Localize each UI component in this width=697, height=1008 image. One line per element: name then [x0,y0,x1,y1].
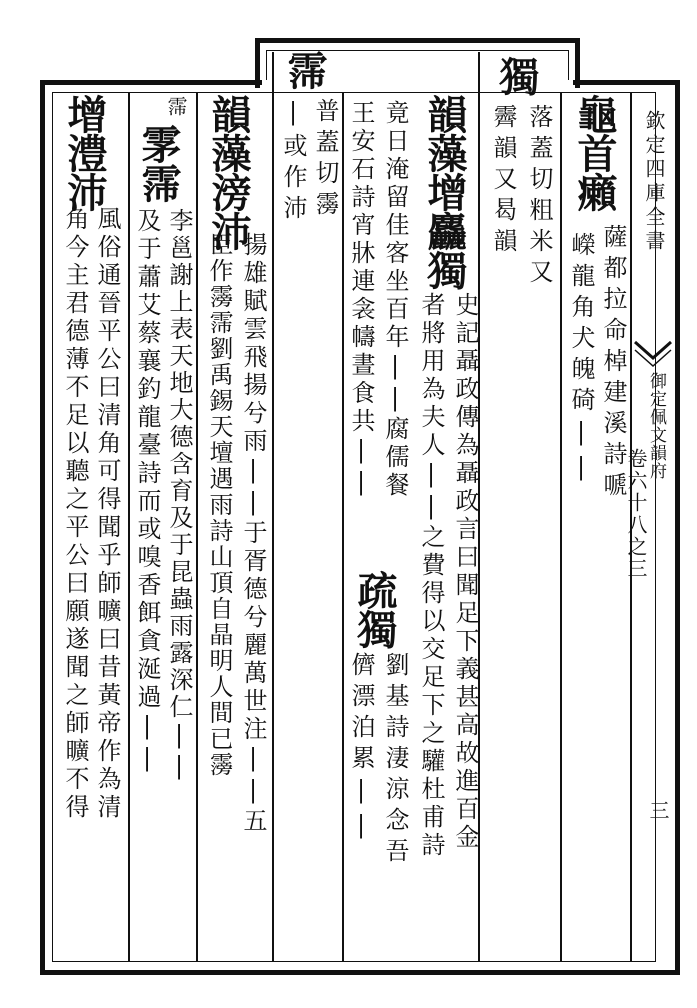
pronunciation-note: |或作沛 [279,98,307,226]
column-divider [342,92,344,962]
fish-tail-icon [633,340,673,370]
entry-text: 角今主君德薄不足以聽之平公曰願遂聞之師曠不得 [61,206,89,822]
entry-heading: 雺霈 [135,124,182,202]
entry-text: 史記聶政傳為聶政言曰聞足下義甚高故進百金 [451,292,479,852]
entry-text: 竟日淹留佳客坐百年||腐儒餐 [381,100,409,500]
entry-text: 揚雄賦雲飛揚兮雨||于胥德兮麗萬世注||五 [239,232,267,836]
page-marker: 三 [646,800,670,824]
entry-text: 嶸龍角犬魄碕|| [567,232,595,488]
entry-text: 及于蕭艾蔡襄釣龍臺詩而或嗅香餌貪涎過|| [133,208,161,776]
column-divider [196,92,198,962]
entry-text: 劉基詩淒涼念吾 [381,652,409,869]
column-divider [560,92,562,962]
volume-label: 卷六十八之三 [624,448,648,580]
pronunciation-note: 霽韻又曷韻 [489,104,517,259]
entry-text: 薩都拉命棹建溪詩嗁 [599,224,627,503]
entry-heading: 龜首癩 [571,94,618,211]
entry-heading: 韻藻滂沛 [205,94,252,250]
character-heading: 獨 [493,56,540,95]
character-heading: 霈 [281,50,328,89]
entry-heading: 韻藻增麤獨 [421,94,468,289]
column-divider [128,92,130,962]
pronunciation-note: 普蓋切霶 [311,98,339,222]
entry-text: 李邕謝上表天地大德含育及于昆蟲雨露深仁|| [165,208,193,783]
book-title: 欽定四庫全書 [642,110,666,254]
entry-heading: 增澧沛 [61,94,108,211]
entry-text: 儕漂泊累|| [347,652,375,846]
entry-text: 風俗通晉平公曰清角可得聞乎師曠曰昔黃帝作為清 [93,206,121,822]
entry-text: 者將用為夫人||之費得以交足下之驩杜甫詩 [417,292,445,860]
entry-prefix: 霈 [164,96,188,122]
work-label: 御定佩文韻府 [646,372,666,480]
entry-heading: 疏獨 [351,570,398,648]
column-divider [272,52,274,962]
entry-text: 臣作霶霈劉禹錫天壇遇雨詩山頂自晶明人間已霶 [205,232,233,778]
pronunciation-note: 落蓋切粗米又 [525,104,553,290]
entry-text: 王安石詩宵牀連衾幬晝食共|| [347,100,375,500]
